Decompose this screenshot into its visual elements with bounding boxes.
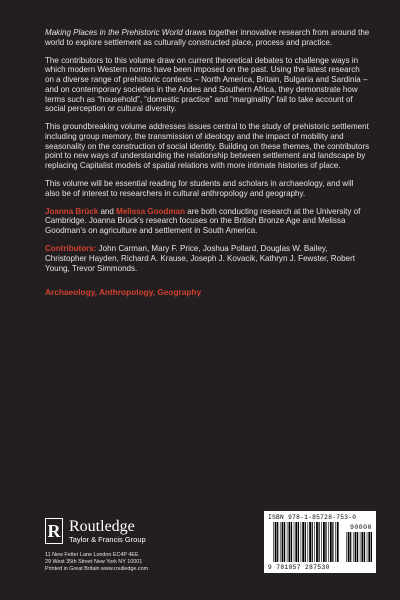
editors-and: and [98, 206, 117, 216]
barcode-bar [346, 532, 347, 562]
book-title: Making Places in the Prehistoric World [45, 28, 183, 37]
contributors-label: Contributors: [45, 244, 97, 254]
blurb-paragraph-4: This volume will be essential reading for students and scholars in archaeology, and will also be of interest to researchers in cultural anthropology and geography. [45, 179, 354, 198]
barcode-bar [295, 522, 297, 562]
publisher-group: Taylor & Francis Group [69, 534, 146, 544]
barcode-bar [316, 522, 318, 562]
address-line-3: Printed in Great Britain www.routledge.com [45, 566, 149, 572]
barcode-bar [282, 522, 284, 562]
barcode-bar [287, 522, 288, 562]
barcode-bar [367, 532, 368, 562]
contributors-names: John Carman, Mary F. Price, Joshua Pollard, Douglas W. Bailey, Christopher Hayden, Richard A. Krause, Joseph J. Kovacik, Kathryn J. Fewster, Robert Young, Trevor Simmonds. [45, 244, 355, 273]
logo-letter: R [47, 521, 61, 541]
barcode-bar [364, 532, 365, 562]
editors-bio-text: are both conducting research at the University of Cambridge. Joanna Brück’s research focuses on the British Bronze Age and Melissa Goodman’s on agriculture and settlement in South America. [45, 206, 361, 236]
isbn-barcode [264, 511, 376, 573]
barcode-bar [284, 522, 285, 562]
publisher-logo [45, 518, 205, 544]
address-line-1: 11 New Fetter Lane London EC4P 4EE [45, 552, 139, 558]
editor-name-1: Joanna Brück [45, 206, 99, 216]
barcode-bar [298, 522, 299, 562]
ean-text: 9 781857 287530 [268, 564, 330, 571]
blurb-paragraph-1-text: draws together innovative research from around the world to explore settlement as culturally constructed place, process and practice. [45, 28, 370, 47]
price-code-text: 90000 [349, 524, 372, 531]
barcode-bar [337, 522, 339, 562]
contributors-list [45, 244, 370, 273]
publisher-block [45, 518, 205, 573]
barcode-bar [275, 522, 277, 562]
blurb-paragraph-2: The contributors to this volume draw on current theoretical debates to challenge ways in which modern Western norms have been imposed on the past. Using the latest research on a diverse range of prehistoric contexts – North America, Britain, Bulgaria and Sardinia – and on contemporary societies in the Andes and Southern Africa, they demonstrate how terms such as “household”, “domestic practice” and “marginality” fail to take account of social perception or cultural diversity. [45, 55, 368, 114]
barcode-bar [362, 532, 364, 562]
barcode-bar [328, 522, 329, 562]
barcode-bar [357, 532, 358, 562]
barcode-bar [371, 532, 372, 562]
editor-name-2: Melissa Goodman [116, 206, 185, 216]
routledge-logo-icon [45, 518, 63, 544]
subject-categories: Archaeology, Anthropology, Geography [45, 287, 202, 298]
isbn-text: ISBN 978-1-85728-753-0 [268, 514, 357, 521]
barcode-bar [353, 532, 354, 562]
barcode-bar [319, 522, 320, 562]
barcode-bar [273, 522, 274, 562]
barcode-bar [308, 522, 309, 562]
barcode-bar [312, 522, 313, 562]
barcode-bar [332, 522, 333, 562]
barcode-bar [289, 522, 291, 562]
barcode-bar [323, 522, 325, 562]
barcode-bar [348, 532, 350, 562]
barcode-bar [309, 522, 311, 562]
barcode-bar [321, 522, 322, 562]
blurb-paragraph-3: This groundbreaking volume addresses issues central to the study of prehistoric settlement including group memory, the transmission of ideology and the impact of mobility and seasonality on the construction of social identity. Building on these themes, the contributors point to new ways of understanding the relationship between settlement and landscape by replacing Capitalist models of spatial relations with more intimate histories of place. [45, 122, 370, 171]
barcode-bar [305, 522, 306, 562]
barcode-bar [335, 522, 336, 562]
barcode-bar [355, 532, 357, 562]
barcode-bar [301, 522, 302, 562]
barcode-bar [350, 532, 351, 562]
barcode-bar [314, 522, 315, 562]
barcode-bar [277, 522, 278, 562]
barcode-bar [368, 532, 370, 562]
barcode-bar [360, 532, 361, 562]
back-cover-text [45, 28, 370, 298]
barcode-bar [294, 522, 295, 562]
publisher-name: Routledge [69, 517, 135, 535]
barcode-bar [302, 522, 304, 562]
publisher-address [45, 552, 205, 573]
barcode-addon-bars [346, 532, 372, 562]
editors-bio [45, 207, 370, 236]
publisher-name-group [69, 519, 146, 544]
barcode-bar [325, 522, 326, 562]
barcode-bar [280, 522, 281, 562]
barcode-bar [330, 522, 332, 562]
address-line-2: 29 West 35th Street New York NY 10001 [45, 559, 143, 565]
barcode-main-bars [273, 522, 339, 562]
barcode-bar [291, 522, 292, 562]
blurb-paragraph-1 [45, 28, 370, 47]
